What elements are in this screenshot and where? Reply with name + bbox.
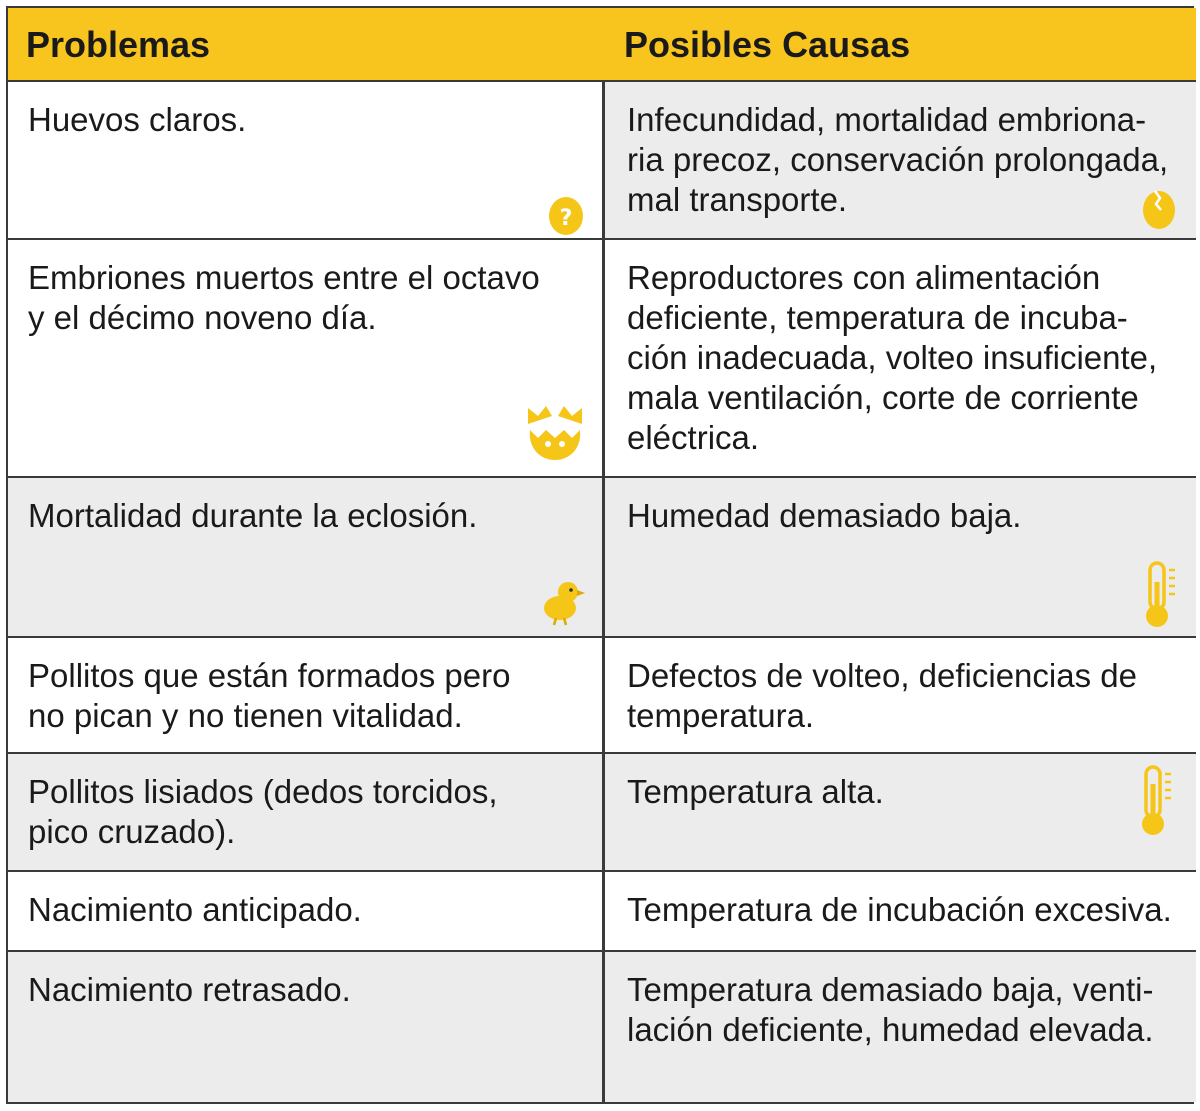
thermometer-icon bbox=[1137, 764, 1177, 838]
cause-line: lación deficiente, humedad elevada. bbox=[627, 1011, 1154, 1048]
table-row-5-cause bbox=[602, 754, 1196, 872]
cause-line: ria precoz, conservación prolongada, bbox=[627, 141, 1169, 178]
cause-line: temperatura. bbox=[627, 697, 815, 734]
column-header-problems: Problemas bbox=[8, 8, 602, 82]
cause-line: Infecundidad, mortalidad embriona- bbox=[627, 101, 1147, 138]
problem-line: no pican y no tienen vitalidad. bbox=[28, 697, 463, 734]
cracked-egg-icon bbox=[1141, 182, 1177, 230]
table-row-2-problem bbox=[8, 240, 602, 478]
incubation-problems-table bbox=[6, 6, 1194, 1104]
table-row-1-problem bbox=[8, 82, 602, 240]
cause-line: eléctrica. bbox=[627, 419, 760, 456]
cause-line: mal transporte. bbox=[627, 181, 848, 218]
table-row-7-cause bbox=[602, 952, 1196, 1102]
cause-line: Reproductores con alimentación bbox=[627, 259, 1101, 296]
table-row-2-cause bbox=[602, 240, 1196, 478]
table-row-1-cause bbox=[602, 82, 1196, 240]
table-row-6-problem bbox=[8, 872, 602, 952]
svg-text:?: ? bbox=[559, 206, 573, 231]
problem-line: pico cruzado). bbox=[28, 813, 236, 850]
cause-line: mala ventilación, corte de corriente bbox=[627, 379, 1139, 416]
problem-line: Embriones muertos entre el octavo bbox=[28, 259, 540, 296]
problem-text: Huevos claros. bbox=[28, 101, 247, 138]
thermometer-icon bbox=[1141, 560, 1181, 630]
hatching-egg-icon bbox=[524, 404, 586, 464]
question-egg-icon bbox=[546, 192, 586, 236]
problem-text: Mortalidad durante la eclosión. bbox=[28, 497, 478, 534]
problem-line: y el décimo noveno día. bbox=[28, 299, 377, 336]
table-row-6-cause bbox=[602, 872, 1196, 952]
table-row-4-problem bbox=[8, 638, 602, 754]
cause-text: Temperatura de incubación excesiva. bbox=[627, 891, 1172, 928]
problem-text: Nacimiento anticipado. bbox=[28, 891, 362, 928]
cause-line: Temperatura demasiado baja, venti- bbox=[627, 971, 1154, 1008]
chick-icon bbox=[540, 580, 586, 626]
cause-line: Defectos de volteo, deficiencias de bbox=[627, 657, 1137, 694]
table-row-4-cause bbox=[602, 638, 1196, 754]
table-row-7-problem bbox=[8, 952, 602, 1102]
cause-text: Humedad demasiado baja. bbox=[627, 497, 1022, 534]
table-row-5-problem bbox=[8, 754, 602, 872]
cause-line: deficiente, temperatura de incuba- bbox=[627, 299, 1128, 336]
table-row-3-problem bbox=[8, 478, 602, 638]
problem-line: Pollitos lisiados (dedos torcidos, bbox=[28, 773, 498, 810]
cause-line: ción inadecuada, volteo insuficiente, bbox=[627, 339, 1158, 376]
problem-line: Pollitos que están formados pero bbox=[28, 657, 511, 694]
column-header-causes: Posibles Causas bbox=[602, 8, 1196, 82]
cause-text: Temperatura alta. bbox=[627, 773, 884, 810]
table-row-3-cause bbox=[602, 478, 1196, 638]
problem-text: Nacimiento retrasado. bbox=[28, 971, 351, 1008]
